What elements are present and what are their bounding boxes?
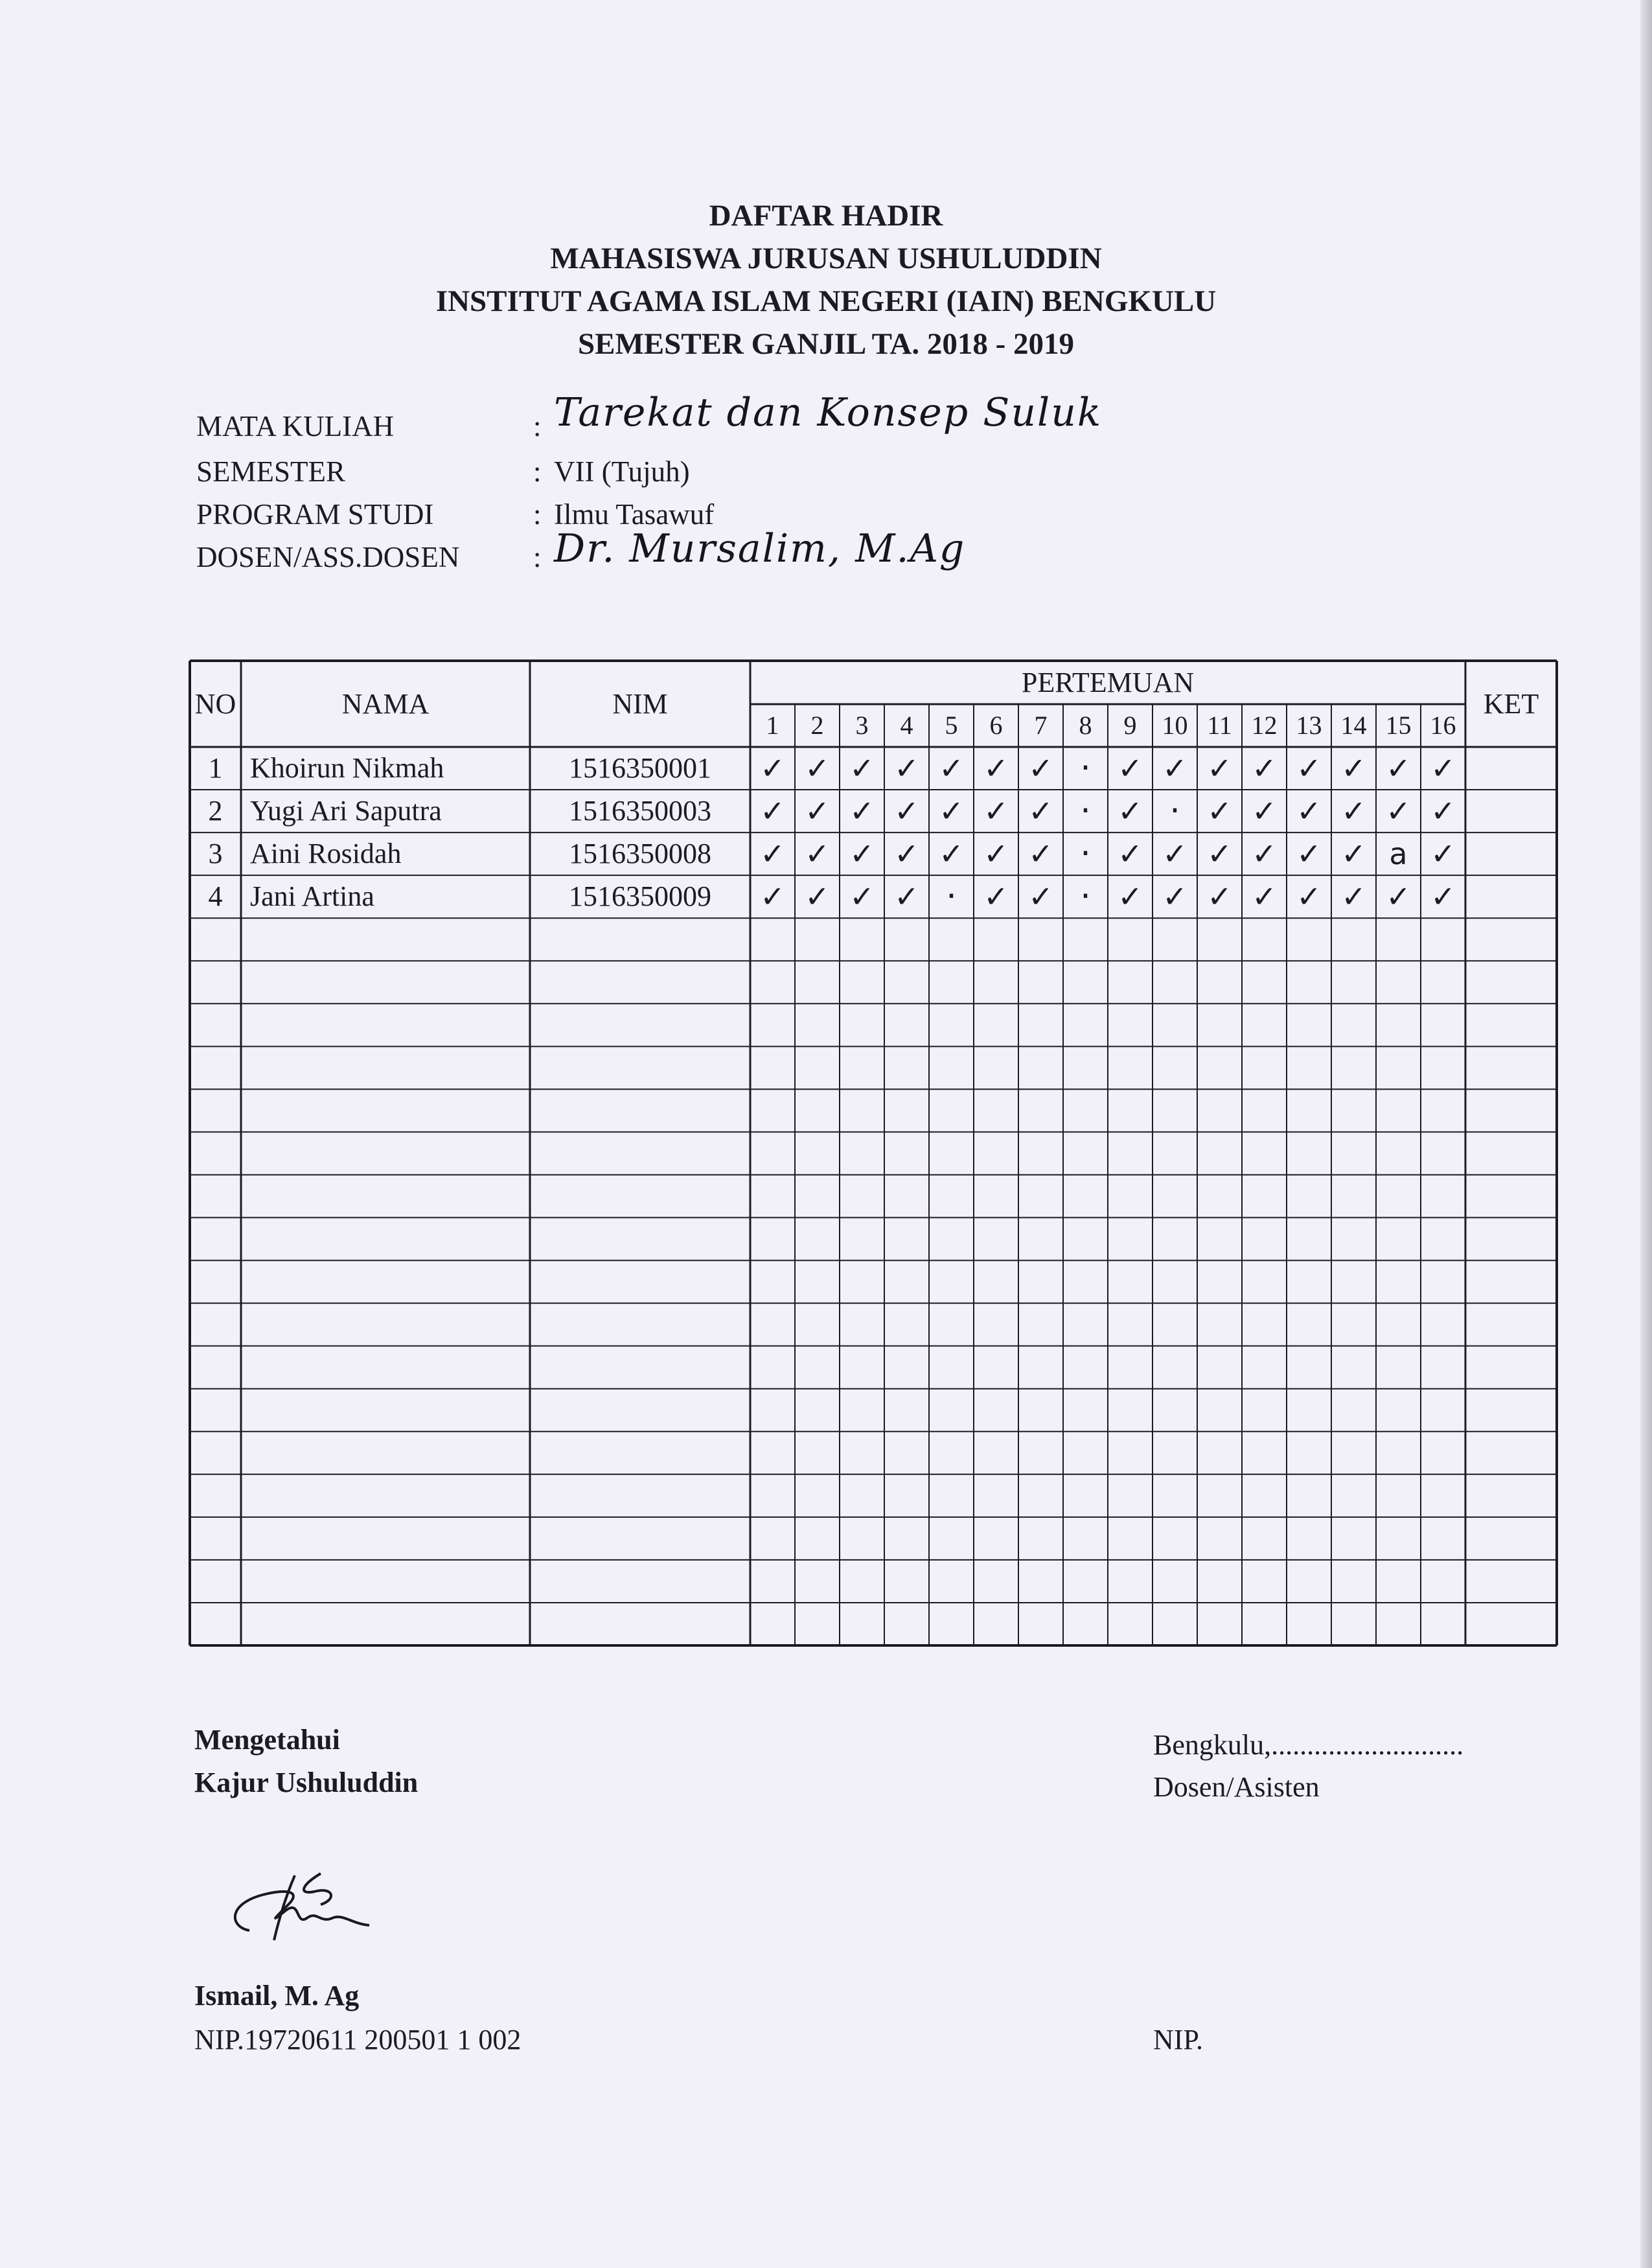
student-name: Aini Rosidah bbox=[250, 838, 402, 870]
attendance-mark: ✓ bbox=[1386, 879, 1411, 915]
heading-line-3: INSTITUT AGAMA ISLAM NEGERI (IAIN) BENGKULU bbox=[435, 284, 1217, 318]
header-nim: NIM bbox=[612, 687, 668, 720]
student-nim: 1516350003 bbox=[569, 795, 711, 827]
approval-role: Kajur Ushuluddin bbox=[194, 1767, 419, 1798]
session-number: 14 bbox=[1340, 711, 1367, 740]
attendance-mark: ✓ bbox=[1252, 836, 1277, 872]
student-name: Khoirun Nikmah bbox=[250, 752, 444, 785]
signature-image bbox=[224, 1866, 379, 1950]
attendance-mark: ✓ bbox=[1430, 794, 1456, 829]
attendance-mark: ✓ bbox=[760, 836, 785, 872]
attendance-mark: ✓ bbox=[1341, 794, 1366, 829]
attendance-mark: ✓ bbox=[1296, 836, 1322, 872]
attendance-mark: ✓ bbox=[849, 794, 875, 829]
session-number: 15 bbox=[1385, 711, 1412, 740]
lecturer-label: DOSEN/ASS.DOSEN bbox=[196, 541, 460, 573]
row-number: 4 bbox=[208, 880, 223, 913]
attendance-mark: ✓ bbox=[1296, 879, 1322, 915]
attendance-mark: ✓ bbox=[1252, 879, 1277, 915]
heading-line-4: SEMESTER GANJIL TA. 2018 - 2019 bbox=[577, 327, 1075, 361]
attendance-mark: ✓ bbox=[1207, 751, 1232, 786]
attendance-mark: ✓ bbox=[894, 794, 919, 829]
attendance-mark: ✓ bbox=[1207, 879, 1232, 915]
attendance-mark: ✓ bbox=[983, 836, 1009, 872]
semester-label: SEMESTER bbox=[196, 455, 346, 488]
attendance-mark: · bbox=[1080, 834, 1091, 874]
attendance-mark: ✓ bbox=[1430, 836, 1456, 872]
attendance-mark: ✓ bbox=[849, 751, 875, 786]
attendance-mark: ✓ bbox=[760, 794, 785, 829]
attendance-mark: ✓ bbox=[894, 836, 919, 872]
attendance-mark: · bbox=[1080, 877, 1091, 917]
attendance-mark: ✓ bbox=[1341, 836, 1366, 872]
header-pertemuan: PERTEMUAN bbox=[1021, 666, 1195, 698]
session-number: 3 bbox=[855, 711, 869, 740]
attendance-mark: ✓ bbox=[1207, 836, 1232, 872]
session-number: 4 bbox=[900, 711, 913, 740]
attendance-mark: ✓ bbox=[805, 836, 830, 872]
attendance-mark: ✓ bbox=[1118, 794, 1143, 829]
attendance-mark: ✓ bbox=[1118, 836, 1143, 872]
attendance-mark: ✓ bbox=[1028, 794, 1053, 829]
lecturer-nip: NIP. bbox=[1153, 2024, 1204, 2056]
attendance-mark: · bbox=[1080, 749, 1091, 788]
attendance-mark: ✓ bbox=[849, 836, 875, 872]
program-value: Ilmu Tasawuf bbox=[554, 498, 715, 531]
attendance-mark: ✓ bbox=[805, 751, 830, 786]
row-number: 2 bbox=[208, 795, 223, 827]
attendance-mark: ✓ bbox=[1341, 751, 1366, 786]
attendance-mark: · bbox=[1169, 792, 1180, 831]
attendance-mark: ✓ bbox=[894, 879, 919, 915]
session-number: 5 bbox=[945, 711, 958, 740]
student-nim: 1516350009 bbox=[569, 880, 711, 913]
header-ket: KET bbox=[1483, 687, 1539, 720]
signer-name: Ismail, M. Ag bbox=[194, 1980, 360, 2011]
session-number: 6 bbox=[989, 711, 1003, 740]
course-label: MATA KULIAH bbox=[196, 410, 395, 442]
attendance-mark: ✓ bbox=[1430, 751, 1456, 786]
semester-value: VII (Tujuh) bbox=[554, 455, 690, 488]
attendance-mark: ✓ bbox=[983, 879, 1009, 915]
approval-label: Mengetahui bbox=[194, 1724, 340, 1756]
session-number: 12 bbox=[1251, 711, 1278, 740]
attendance-mark: · bbox=[946, 877, 957, 917]
session-number: 13 bbox=[1296, 711, 1322, 740]
attendance-mark: ✓ bbox=[1296, 751, 1322, 786]
session-number: 9 bbox=[1123, 711, 1137, 740]
attendance-mark: ✓ bbox=[760, 751, 785, 786]
course-colon: : bbox=[533, 410, 542, 442]
attendance-mark: ✓ bbox=[1118, 879, 1143, 915]
student-name: Yugi Ari Saputra bbox=[250, 795, 442, 827]
session-number: 7 bbox=[1034, 711, 1048, 740]
session-number: 8 bbox=[1079, 711, 1092, 740]
attendance-mark: ✓ bbox=[983, 794, 1009, 829]
student-nim: 1516350001 bbox=[569, 752, 711, 785]
header-no: NO bbox=[194, 687, 236, 720]
attendance-mark: ✓ bbox=[1207, 794, 1232, 829]
attendance-mark: ✓ bbox=[1296, 794, 1322, 829]
session-number: 11 bbox=[1207, 711, 1232, 740]
attendance-mark: ✓ bbox=[939, 836, 964, 872]
attendance-mark: ✓ bbox=[805, 879, 830, 915]
course-value: Tarekat dan Konsep Suluk bbox=[554, 390, 1103, 435]
session-number: 16 bbox=[1430, 711, 1456, 740]
attendance-mark: a bbox=[1389, 836, 1408, 872]
program-colon: : bbox=[533, 498, 542, 531]
attendance-mark: ✓ bbox=[1430, 879, 1456, 915]
attendance-mark: ✓ bbox=[1252, 751, 1277, 786]
attendance-mark: ✓ bbox=[939, 751, 964, 786]
attendance-mark: ✓ bbox=[805, 794, 830, 829]
place-date-line: Bengkulu,........................... bbox=[1153, 1729, 1464, 1761]
header-nama: NAMA bbox=[341, 687, 430, 720]
row-number: 1 bbox=[208, 752, 223, 785]
attendance-mark: ✓ bbox=[1386, 794, 1411, 829]
program-label: PROGRAM STUDI bbox=[196, 498, 434, 531]
attendance-mark: ✓ bbox=[760, 879, 785, 915]
session-number: 10 bbox=[1162, 711, 1188, 740]
attendance-mark: ✓ bbox=[1118, 751, 1143, 786]
attendance-mark: ✓ bbox=[1028, 751, 1053, 786]
heading-line-2: MAHASISWA JURUSAN USHULUDDIN bbox=[550, 242, 1102, 275]
attendance-mark: ✓ bbox=[939, 794, 964, 829]
attendance-mark: ✓ bbox=[983, 751, 1009, 786]
student-nim: 1516350008 bbox=[569, 838, 711, 870]
attendance-mark: · bbox=[1080, 792, 1091, 831]
attendance-mark: ✓ bbox=[1028, 836, 1053, 872]
attendance-mark: ✓ bbox=[1162, 879, 1187, 915]
semester-colon: : bbox=[533, 455, 542, 488]
lecturer-colon: : bbox=[533, 541, 542, 573]
attendance-mark: ✓ bbox=[1162, 836, 1187, 872]
heading-line-1: DAFTAR HADIR bbox=[709, 199, 943, 233]
signer-nip: NIP.19720611 200501 1 002 bbox=[194, 2024, 522, 2056]
attendance-mark: ✓ bbox=[1341, 879, 1366, 915]
attendance-mark: ✓ bbox=[1386, 751, 1411, 786]
student-name: Jani Artina bbox=[250, 880, 374, 913]
session-number: 2 bbox=[810, 711, 824, 740]
attendance-mark: ✓ bbox=[1028, 879, 1053, 915]
session-number: 1 bbox=[766, 711, 779, 740]
lecturer-value: Dr. Mursalim, M.Ag bbox=[554, 526, 966, 571]
attendance-mark: ✓ bbox=[849, 879, 875, 915]
row-number: 3 bbox=[208, 838, 223, 870]
attendance-mark: ✓ bbox=[894, 751, 919, 786]
lecturer-role: Dosen/Asisten bbox=[1153, 1771, 1320, 1803]
attendance-mark: ✓ bbox=[1252, 794, 1277, 829]
attendance-mark: ✓ bbox=[1162, 751, 1187, 786]
